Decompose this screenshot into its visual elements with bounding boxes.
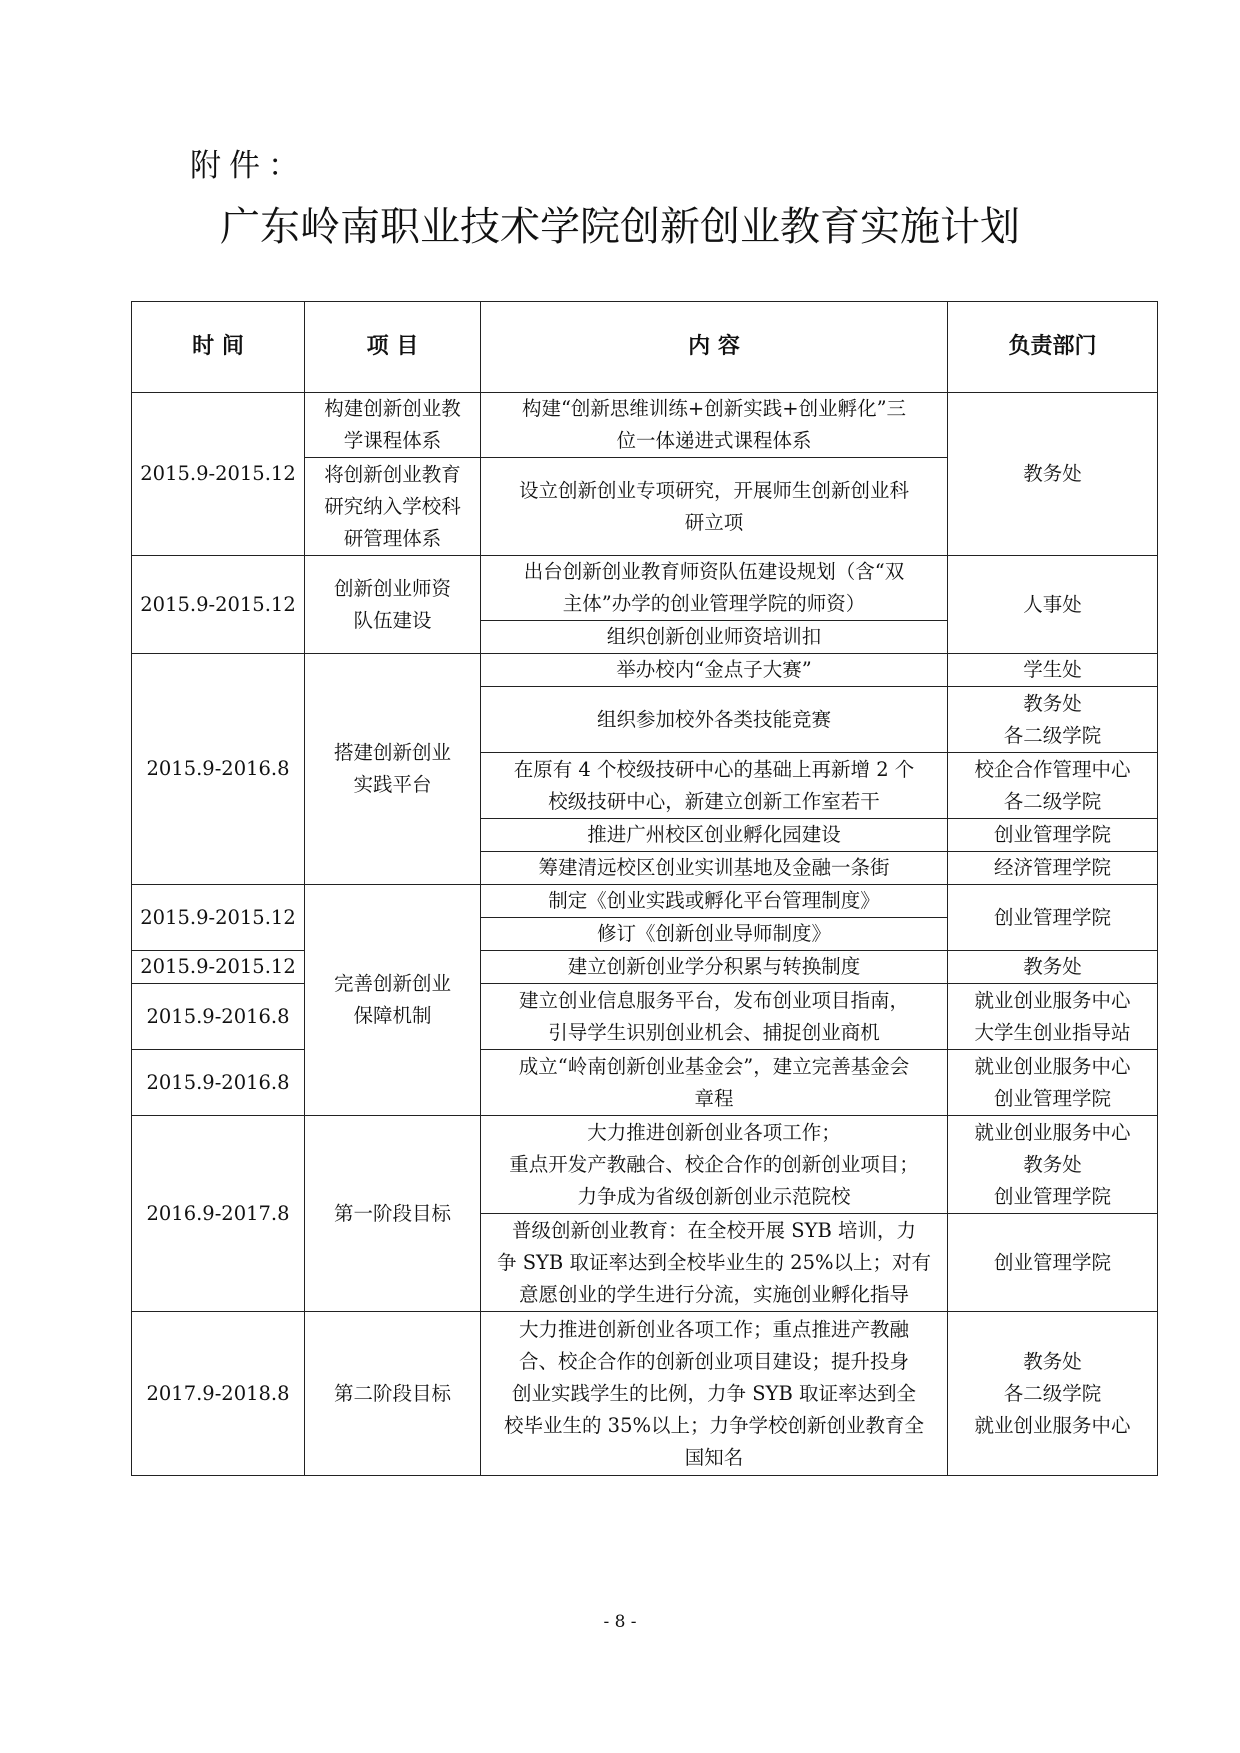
time-cell: 2015.9-2016.8 (132, 1050, 305, 1116)
column-header-content: 内 容 (481, 302, 948, 393)
department-cell: 创业管理学院 (948, 885, 1158, 951)
content-cell: 组织参加校外各类技能竞赛 (481, 687, 948, 753)
content-cell: 举办校内“金点子大赛” (481, 654, 948, 687)
content-cell: 筹建清远校区创业实训基地及金融一条街 (481, 852, 948, 885)
content-cell: 在原有 4 个校级技研中心的基础上再新增 2 个 校级技研中心，新建立创新工作室若干 (481, 753, 948, 819)
time-cell: 2015.9-2015.12 (132, 951, 305, 984)
item-cell: 将创新创业教育 研究纳入学校科 研管理体系 (305, 458, 481, 556)
time-cell: 2015.9-2016.8 (132, 984, 305, 1050)
document-title: 广东岭南职业技术学院创新创业教育实施计划 (220, 204, 1020, 250)
item-cell: 搭建创新创业 实践平台 (305, 654, 481, 885)
content-cell: 修订《创新创业导师制度》 (481, 918, 948, 951)
content-cell: 大力推进创新创业各项工作； 重点开发产教融合、校企合作的创新创业项目； 力争成为省级创新创业示范院校 (481, 1116, 948, 1214)
time-cell: 2015.9-2016.8 (132, 654, 305, 885)
department-cell: 教务处 (948, 951, 1158, 984)
table-row (132, 984, 1158, 1050)
time-cell: 2017.9-2018.8 (132, 1312, 305, 1476)
department-cell: 就业创业服务中心 大学生创业指导站 (948, 984, 1158, 1050)
table-header-row (132, 302, 1158, 393)
content-cell: 组织创新创业师资培训扣 (481, 621, 948, 654)
table-row (132, 885, 1158, 918)
department-cell: 创业管理学院 (948, 819, 1158, 852)
table-row (132, 556, 1158, 621)
item-cell: 第二阶段目标 (305, 1312, 481, 1476)
content-cell: 推进广州校区创业孵化园建设 (481, 819, 948, 852)
item-cell: 第一阶段目标 (305, 1116, 481, 1312)
department-cell: 学生处 (948, 654, 1158, 687)
item-cell: 完善创新创业 保障机制 (305, 885, 481, 1116)
department-cell: 校企合作管理中心 各二级学院 (948, 753, 1158, 819)
column-header-department: 负责部门 (948, 302, 1158, 393)
content-cell: 制定《创业实践或孵化平台管理制度》 (481, 885, 948, 918)
department-cell: 就业创业服务中心 创业管理学院 (948, 1050, 1158, 1116)
table-row (132, 393, 1158, 458)
department-cell: 教务处 各二级学院 就业创业服务中心 (948, 1312, 1158, 1476)
department-cell: 经济管理学院 (948, 852, 1158, 885)
implementation-plan-table (131, 301, 1158, 1476)
table-row (132, 654, 1158, 687)
department-cell: 教务处 各二级学院 (948, 687, 1158, 753)
page-number: - 8 - (603, 1612, 637, 1632)
content-cell: 建立创新创业学分积累与转换制度 (481, 951, 948, 984)
content-cell: 出台创新创业教育师资队伍建设规划（含“双 主体”办学的创业管理学院的师资） (481, 556, 948, 621)
department-cell: 人事处 (948, 556, 1158, 654)
attachment-label: 附件： (190, 148, 307, 184)
time-cell: 2015.9-2015.12 (132, 556, 305, 654)
content-cell: 普级创新创业教育：在全校开展 SYB 培训，力 争 SYB 取证率达到全校毕业生的 25%以上；对有 意愿创业的学生进行分流，实施创业孵化指导 (481, 1214, 948, 1312)
content-cell: 构建“创新思维训练+创新实践+创业孵化”三 位一体递进式课程体系 (481, 393, 948, 458)
item-cell: 构建创新创业教 学课程体系 (305, 393, 481, 458)
table-row (132, 1116, 1158, 1214)
content-cell: 建立创业信息服务平台，发布创业项目指南， 引导学生识别创业机会、捕捉创业商机 (481, 984, 948, 1050)
content-cell: 设立创新创业专项研究，开展师生创新创业科 研立项 (481, 458, 948, 556)
column-header-time: 时 间 (132, 302, 305, 393)
time-cell: 2015.9-2015.12 (132, 885, 305, 951)
content-cell: 成立“岭南创新创业基金会”，建立完善基金会 章程 (481, 1050, 948, 1116)
table-row (132, 1050, 1158, 1116)
table-row (132, 1312, 1158, 1476)
table-row (132, 951, 1158, 984)
department-cell: 教务处 (948, 393, 1158, 556)
column-header-item: 项 目 (305, 302, 481, 393)
time-cell: 2016.9-2017.8 (132, 1116, 305, 1312)
content-cell: 大力推进创新创业各项工作；重点推进产教融 合、校企合作的创新创业项目建设；提升投身 创业实践学生的比例，力争 SYB 取证率达到全 校毕业生的 35%以上；力争学校创新创业教育全 国知名 (481, 1312, 948, 1476)
department-cell: 就业创业服务中心 教务处 创业管理学院 (948, 1116, 1158, 1214)
item-cell: 创新创业师资 队伍建设 (305, 556, 481, 654)
department-cell: 创业管理学院 (948, 1214, 1158, 1312)
time-cell: 2015.9-2015.12 (132, 393, 305, 556)
